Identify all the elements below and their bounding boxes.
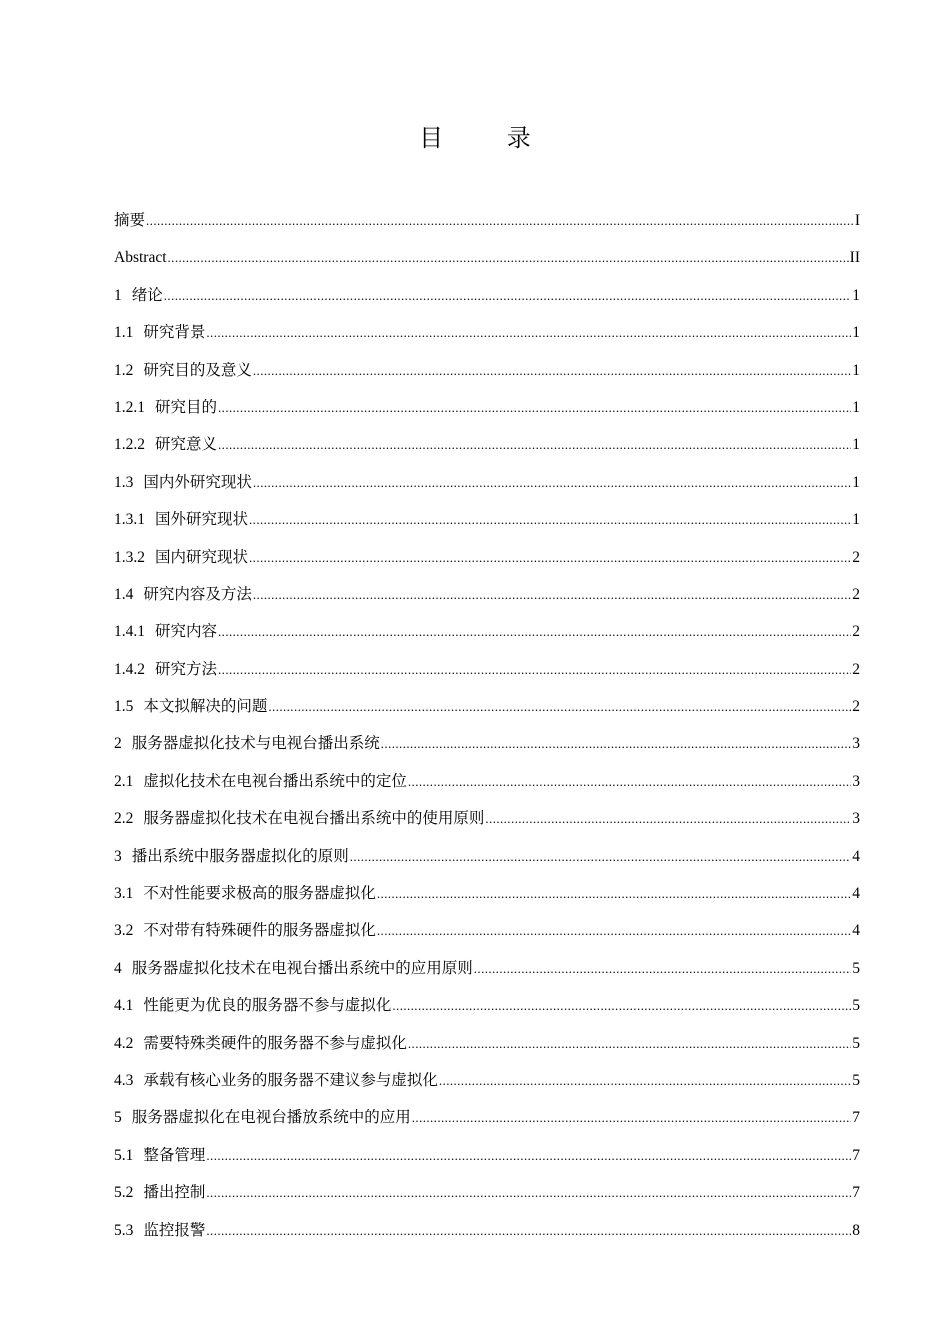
toc-entry-label — [114, 728, 380, 759]
toc-leader-dots — [206, 1178, 851, 1208]
toc-entry[interactable] — [114, 504, 860, 541]
toc-entry-page: 5 — [852, 1034, 860, 1052]
toc-entry[interactable] — [114, 1028, 860, 1065]
toc-entry-page: 1 — [852, 324, 860, 342]
toc-leader-dots — [268, 692, 851, 722]
toc-entry-number: 3 — [114, 847, 122, 865]
toc-leader-dots — [206, 1216, 851, 1246]
toc-entry-label — [114, 205, 145, 235]
toc-entry-label — [114, 392, 217, 423]
toc-entry-number: 1.4.1 — [114, 623, 145, 641]
toc-entry-text: 承载有核心业务的服务器不建议参与虚拟化 — [143, 1070, 438, 1089]
toc-entry-text: 国外研究现状 — [155, 510, 249, 529]
toc-entry-text: 本文拟解决的问题 — [143, 697, 268, 716]
toc-entry-number: 1.2.2 — [114, 436, 145, 454]
toc-leader-dots — [218, 393, 851, 423]
toc-entry-label — [114, 280, 163, 311]
toc-entry-page: 1 — [852, 473, 860, 491]
toc-entry-page: 3 — [852, 810, 860, 828]
toc-entry-number: 1.5 — [114, 698, 134, 716]
toc-entry-number: 2 — [114, 735, 122, 753]
toc-entry-text: 需要特殊类硬件的服务器不参与虚拟化 — [143, 1033, 407, 1052]
toc-leader-dots — [253, 468, 851, 498]
toc-entry[interactable] — [114, 205, 860, 242]
toc-entry-page: 4 — [852, 922, 860, 940]
toc-entry-text: 性能更为优良的服务器不参与虚拟化 — [143, 996, 392, 1015]
toc-entry-label — [114, 953, 473, 984]
toc-entry-number: 5 — [114, 1109, 122, 1127]
toc-entry-label — [114, 1102, 411, 1133]
toc-entry-text: 服务器虚拟化技术与电视台播出系统 — [131, 734, 380, 753]
toc-entry-page: 2 — [852, 660, 860, 678]
toc-leader-dots — [164, 281, 851, 311]
toc-entry-label — [114, 317, 205, 348]
toc-entry-label — [114, 1140, 205, 1171]
toc-leader-dots — [408, 767, 851, 797]
toc-entry-label — [114, 766, 407, 797]
toc-entry-number: 5.1 — [114, 1146, 134, 1164]
toc-leader-dots — [146, 206, 854, 236]
toc-leader-dots — [249, 543, 851, 573]
toc-leader-dots — [377, 916, 851, 946]
toc-entry[interactable] — [114, 467, 860, 504]
toc-leader-dots — [249, 505, 851, 535]
toc-leader-dots — [168, 243, 849, 273]
toc-entry-page: 1 — [852, 361, 860, 379]
toc-entry[interactable] — [114, 1102, 860, 1139]
toc-entry-text: 不对性能要求极高的服务器虚拟化 — [143, 884, 376, 903]
toc-entry-label — [114, 878, 376, 909]
toc-list — [114, 205, 860, 1252]
toc-entry-page: 1 — [852, 398, 860, 416]
toc-entry-number: 1.4.2 — [114, 660, 145, 678]
toc-entry-number: 4.2 — [114, 1034, 134, 1052]
toc-entry[interactable] — [114, 616, 860, 653]
toc-entry[interactable] — [114, 728, 860, 765]
toc-entry-label — [114, 429, 217, 460]
toc-entry-text: 监控报警 — [143, 1220, 206, 1239]
toc-entry[interactable] — [114, 392, 860, 429]
toc-entry-page: 7 — [852, 1184, 860, 1202]
toc-entry-page: 2 — [852, 585, 860, 603]
toc-entry-label — [114, 1065, 438, 1096]
toc-entry-text: 研究背景 — [143, 323, 206, 342]
toc-leader-dots — [474, 954, 851, 984]
toc-entry-text: 国内外研究现状 — [143, 472, 252, 491]
toc-entry-page: 5 — [852, 959, 860, 977]
toc-entry-number: 4 — [114, 959, 122, 977]
toc-leader-dots — [253, 580, 851, 610]
toc-entry-number: 3.2 — [114, 922, 134, 940]
toc-entry-label — [114, 915, 376, 946]
toc-entry-label — [114, 242, 167, 273]
toc-leader-dots — [206, 1141, 851, 1171]
toc-entry-label — [114, 542, 248, 573]
toc-entry-label — [114, 616, 217, 647]
toc-entry-label — [114, 1177, 205, 1208]
toc-entry-number: 4.1 — [114, 997, 134, 1015]
toc-entry-page: 8 — [852, 1221, 860, 1239]
toc-entry-page: 3 — [852, 735, 860, 753]
toc-entry[interactable] — [114, 915, 860, 952]
toc-entry-page: 5 — [852, 997, 860, 1015]
toc-entry-label — [114, 654, 217, 685]
toc-entry-text: 整备管理 — [143, 1145, 206, 1164]
toc-entry-text: 国内研究现状 — [155, 547, 249, 566]
toc-entry-label — [114, 803, 484, 834]
toc-leader-dots — [381, 729, 851, 759]
toc-entry-text: 研究目的及意义 — [143, 360, 252, 379]
toc-entry-text: 播出系统中服务器虚拟化的原则 — [131, 846, 349, 865]
toc-entry[interactable] — [114, 766, 860, 803]
toc-leader-dots — [218, 655, 851, 685]
toc-entry-text: 研究意义 — [155, 435, 218, 454]
toc-entry[interactable] — [114, 1065, 860, 1102]
toc-leader-dots — [377, 879, 851, 909]
toc-entry[interactable] — [114, 691, 860, 728]
toc-entry-number: 1.2 — [114, 361, 134, 379]
toc-entry-number: 1.2.1 — [114, 398, 145, 416]
toc-entry[interactable] — [114, 803, 860, 840]
toc-entry-page: 3 — [852, 772, 860, 790]
toc-entry[interactable] — [114, 1215, 860, 1252]
toc-entry-number: 1.3 — [114, 473, 134, 491]
toc-entry-page: 2 — [852, 548, 860, 566]
toc-entry[interactable] — [114, 317, 860, 354]
toc-entry[interactable] — [114, 579, 860, 616]
toc-title: 目 录 — [419, 124, 559, 152]
toc-leader-dots — [439, 1066, 851, 1096]
toc-entry-label — [114, 467, 252, 498]
toc-entry[interactable] — [114, 1140, 860, 1177]
toc-entry-page: 4 — [852, 847, 860, 865]
toc-entry-label — [114, 579, 252, 610]
toc-entry-text: 绪论 — [131, 285, 163, 304]
toc-leader-dots — [253, 356, 851, 386]
toc-entry[interactable] — [114, 654, 860, 691]
toc-entry-number: 1 — [114, 286, 122, 304]
toc-entry[interactable] — [114, 429, 860, 466]
toc-entry-page: 7 — [852, 1109, 860, 1127]
toc-entry-page: 1 — [852, 436, 860, 454]
toc-entry[interactable] — [114, 841, 860, 878]
toc-entry-label — [114, 504, 248, 535]
toc-entry[interactable] — [114, 280, 860, 317]
toc-entry-page: 4 — [852, 885, 860, 903]
toc-entry-text: 服务器虚拟化技术在电视台播出系统中的使用原则 — [143, 809, 485, 828]
toc-leader-dots — [485, 804, 851, 834]
toc-entry-text: 虚拟化技术在电视台播出系统中的定位 — [143, 771, 407, 790]
toc-leader-dots — [392, 991, 851, 1021]
toc-entry-text: 研究方法 — [155, 659, 218, 678]
toc-entry-number: 1.1 — [114, 324, 134, 342]
toc-entry[interactable] — [114, 990, 860, 1027]
toc-entry-label — [114, 355, 252, 386]
toc-entry-text: 摘要 — [114, 211, 146, 229]
toc-entry-text: 研究目的 — [155, 397, 218, 416]
toc-entry-number: 2.1 — [114, 772, 134, 790]
toc-entry-page: 2 — [852, 698, 860, 716]
toc-entry-page: 1 — [852, 511, 860, 529]
toc-entry-text: 研究内容及方法 — [143, 584, 252, 603]
toc-entry-text: 服务器虚拟化在电视台播放系统中的应用 — [131, 1108, 411, 1127]
toc-entry-page: 1 — [852, 286, 860, 304]
toc-entry-text: Abstract — [114, 249, 167, 267]
toc-entry-label — [114, 691, 267, 722]
toc-entry-number: 5.2 — [114, 1184, 134, 1202]
toc-entry[interactable] — [114, 542, 860, 579]
toc-entry-page: II — [849, 249, 860, 267]
toc-entry-page: 5 — [852, 1071, 860, 1089]
toc-entry[interactable] — [114, 242, 860, 279]
toc-entry[interactable] — [114, 355, 860, 392]
toc-entry[interactable] — [114, 878, 860, 915]
toc-entry-number: 4.3 — [114, 1071, 134, 1089]
toc-entry-text: 不对带有特殊硬件的服务器虚拟化 — [143, 921, 376, 940]
toc-entry[interactable] — [114, 953, 860, 990]
toc-entry[interactable] — [114, 1177, 860, 1214]
toc-entry-number: 2.2 — [114, 810, 134, 828]
toc-leader-dots — [408, 1029, 851, 1059]
toc-leader-dots — [412, 1103, 851, 1133]
toc-entry-page: I — [854, 212, 860, 229]
toc-entry-text: 服务器虚拟化技术在电视台播出系统中的应用原则 — [131, 958, 473, 977]
toc-entry-label — [114, 1028, 407, 1059]
toc-entry-text: 研究内容 — [155, 622, 218, 641]
toc-leader-dots — [218, 617, 851, 647]
toc-entry-label — [114, 841, 349, 872]
toc-entry-number: 1.3.2 — [114, 548, 145, 566]
toc-leader-dots — [206, 318, 851, 348]
toc-entry-number: 3.1 — [114, 885, 134, 903]
toc-entry-label — [114, 990, 391, 1021]
toc-entry-number: 1.4 — [114, 585, 134, 603]
toc-leader-dots — [218, 430, 851, 460]
toc-entry-page: 2 — [852, 623, 860, 641]
toc-entry-text: 播出控制 — [143, 1183, 206, 1202]
toc-entry-number: 5.3 — [114, 1221, 134, 1239]
toc-leader-dots — [350, 842, 851, 872]
toc-entry-label — [114, 1215, 205, 1246]
toc-entry-number: 1.3.1 — [114, 511, 145, 529]
toc-entry-page: 7 — [852, 1146, 860, 1164]
